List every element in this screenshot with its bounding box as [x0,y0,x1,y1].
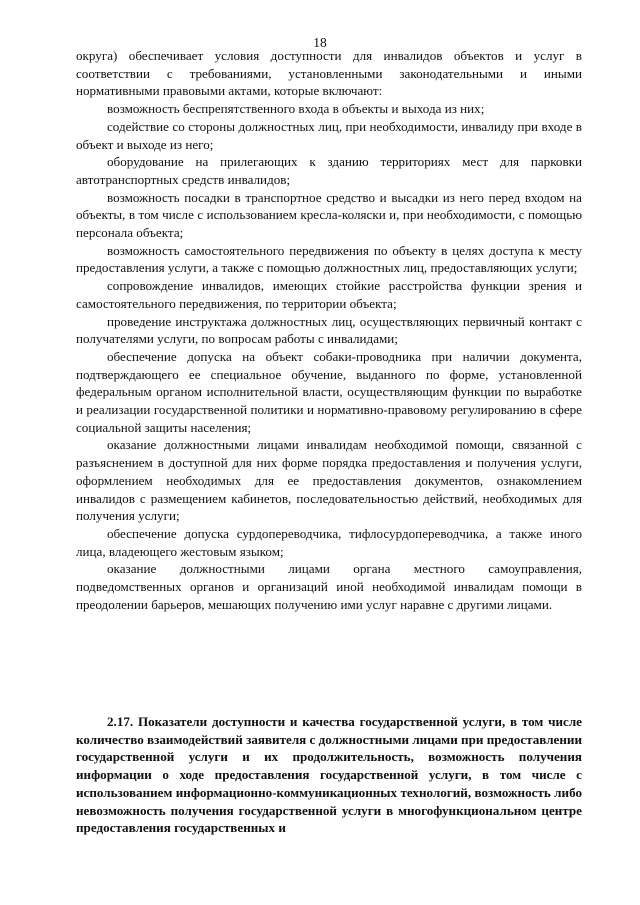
list-item: возможность посадки в транспортное средство и высадки из него перед входом на объекты, в том числе с использованием кресла-коляски и, при необходимости, с помощью персонала объекта; [76,189,582,241]
list-item: обеспечение допуска на объект собаки-проводника при наличии документа, подтверждающего ее специальное обучение, выданного по форме, установленной федеральным органом исполнительной власти, осуществляющим функции по выработке и реализации государственной политики и нормативно-правовому регулированию в сфере социальной защиты населения; [76,348,582,435]
list-item: оказание должностными лицами органа местного самоуправления, подведомственных органов и организаций иной необходимой инвалидам помощи в преодолении барьеров, мешающих получению ими услуг наравне с другими лицами. [76,561,582,612]
list-item: содействие со стороны должностных лиц, при необходимости, инвалиду при входе в объект и выходе из него; [76,118,582,152]
list-item: оборудование на прилегающих к зданию территориях мест для парковки автотранспортных средств инвалидов; [76,154,582,187]
section-heading: 2.17. Показатели доступности и качества государственной услуги, в том числе количество взаимодействий заявителя с должностными лицами при предоставлении государственной услуги и их продолжительность, возможность получения информации о ходе предоставления государственной услуги, в том числе с использованием информационно-коммуникационных технологий, возможность либо невозможность получения государственной услуги в многофункциональном центре предоставления государственных и [76,714,582,836]
list-item: оказание должностными лицами инвалидам необходимой помощи, связанной с разъяснением в доступной для них форме порядка предоставления и получения услуги, оформлением необходимых для ее предоставления документов, ознакомлением инвалидов с размещением кабинетов, последовательностью действий, необходимых для получения услуги; [76,437,582,524]
list-item: возможность самостоятельного передвижения по объекту в целях доступа к месту предоставления услуги, а также с помощью должностных лиц, предоставляющих услуги; [76,242,582,276]
list-item: проведение инструктажа должностных лиц, осуществляющих первичный контакт с получателями услуги, по вопросам работы с инвалидами; [76,313,582,347]
list-item: сопровождение инвалидов, имеющих стойкие расстройства функции зрения и самостоятельного передвижения, по территории объекта; [76,278,582,311]
body-text [76,47,582,614]
paragraph-intro: округа) обеспечивает условия доступности для инвалидов объектов и услуг в соответствии с требованиями, установленными законодательными и иными нормативными правовыми актами, которые включают: [76,48,582,99]
page-number: 18 [313,35,327,50]
list-item: обеспечение допуска сурдопереводчика, тифлосурдопереводчика, а также иного лица, владеющего жестовым языком; [76,525,582,559]
list-item: возможность беспрепятственного входа в объекты и выхода из них; [107,101,485,117]
